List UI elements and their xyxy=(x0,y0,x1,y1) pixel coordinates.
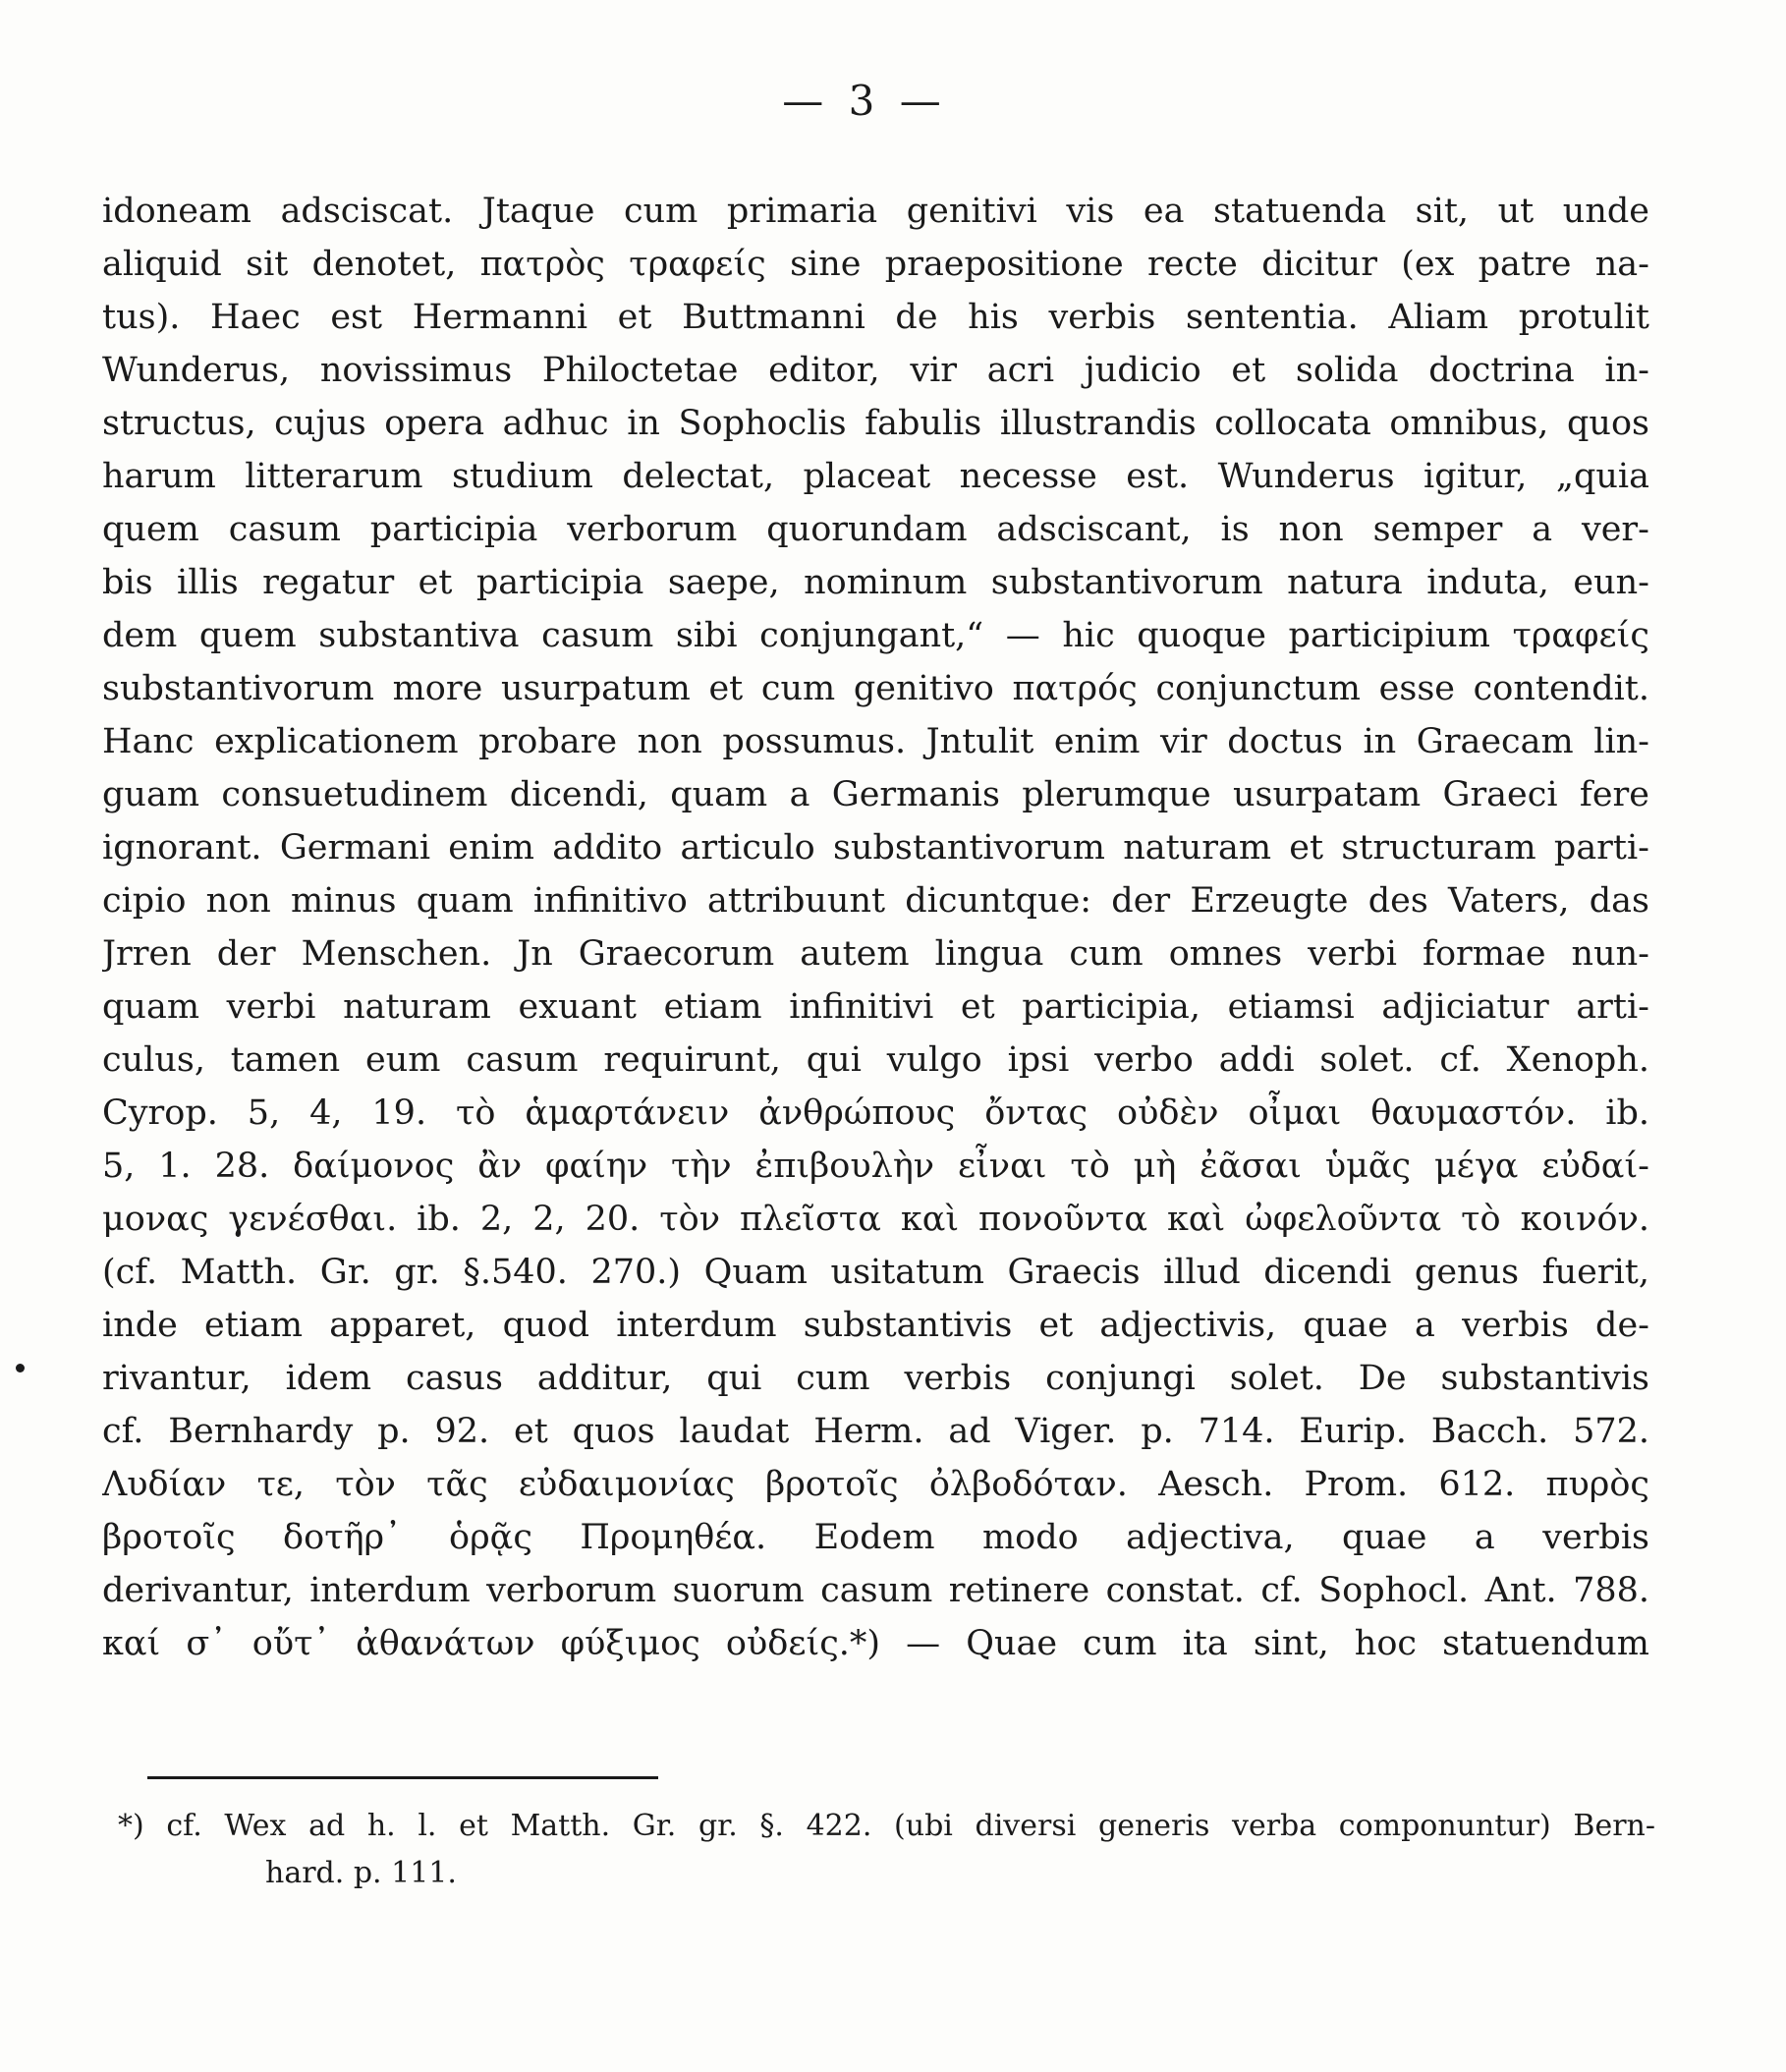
text-line: (cf. Matth. Gr. gr. §.540. 270.) Quam usitatum Graecis illud dicendi genus fuerit, xyxy=(102,1253,1649,1292)
text-line: tus). Haec est Hermanni et Buttmanni de his verbis sententia. Aliam protulit xyxy=(102,298,1649,337)
page-number: — 3 — xyxy=(782,77,947,125)
text-line: culus, tamen eum casum requirunt, qui vulgo ipsi verbo addi solet. cf. Xenoph. xyxy=(102,1040,1649,1080)
text-line: substantivorum more usurpatum et cum genitivo πατρός conjunctum esse contendit. xyxy=(102,669,1649,708)
footnote-line: *) cf. Wex ad h. l. et Matth. Gr. gr. §. 422. (ubi diversi generis verba componuntur) Bern- xyxy=(118,1809,1655,1843)
text-line: quem casum participia verborum quorundam adsciscant, is non semper a ver- xyxy=(102,510,1649,549)
text-line: derivantur, interdum verborum suorum casum retinere constat. cf. Sophocl. Ant. 788. xyxy=(102,1571,1649,1610)
text-line: bis illis regatur et participia saepe, nominum substantivorum natura induta, eun- xyxy=(102,563,1649,602)
text-line: inde etiam apparet, quod interdum substantivis et adjectivis, quae a verbis de- xyxy=(102,1306,1649,1345)
margin-mark xyxy=(16,1364,25,1372)
text-line: idoneam adsciscat. Jtaque cum primaria genitivi vis ea statuenda sit, ut unde xyxy=(102,192,1649,231)
text-line: Wunderus, novissimus Philoctetae editor, vir acri judicio et solida doctrina in- xyxy=(102,351,1649,390)
text-line: Hanc explicationem probare non possumus. Jntulit enim vir doctus in Graecam lin- xyxy=(102,722,1649,761)
text-line: Jrren der Menschen. Jn Graecorum autem lingua cum omnes verbi formae nun- xyxy=(102,934,1649,974)
text-line: ignorant. Germani enim addito articulo substantivorum naturam et structuram parti- xyxy=(102,828,1649,868)
text-line: aliquid sit denotet, πατρὸς τραφείς sine praepositione recte dicitur (ex patre na- xyxy=(102,245,1649,284)
footnotes xyxy=(118,1803,1655,1897)
text-line: quam verbi naturam exuant etiam infinitivi et participia, etiamsi adjiciatur arti- xyxy=(102,987,1649,1027)
text-line: rivantur, idem casus additur, qui cum verbis conjungi solet. De substantivis xyxy=(102,1359,1649,1398)
body-text xyxy=(102,185,1649,1670)
text-line: καί σ᾽ οὔτ᾽ ἀθανάτων φύξιμος οὐδείς.*) — Quae cum ita sint, hoc statuendum xyxy=(102,1624,1649,1663)
footnote-line: hard. p. 111. xyxy=(265,1856,457,1890)
text-line: cipio non minus quam infinitivo attribuunt dicuntque: der Erzeugte des Vaters, das xyxy=(102,881,1649,921)
text-line: Λυδίαν τε, τὸν τᾶς εὐδαιμονίας βροτοῖς ὀλβοδόταν. Aesch. Prom. 612. πυρὸς xyxy=(102,1465,1649,1504)
text-line: guam consuetudinem dicendi, quam a Germanis plerumque usurpatam Graeci fere xyxy=(102,775,1649,814)
text-line: dem quem substantiva casum sibi conjungant,“ — hic quoque participium τραφείς xyxy=(102,616,1649,655)
text-line: μονας γενέσθαι. ib. 2, 2, 20. τὸν πλεῖστα καὶ πονοῦντα καὶ ὠφελοῦντα τὸ κοινόν. xyxy=(102,1200,1649,1239)
text-line: Cyrop. 5, 4, 19. τὸ ἁμαρτάνειν ἀνθρώπους ὄντας οὐδὲν οἶμαι θαυμαστόν. ib. xyxy=(102,1093,1649,1133)
text-line: βροτοῖς δοτῆρ᾽ ὁρᾷς Προμηθέα. Eodem modo adjectiva, quae a verbis xyxy=(102,1518,1649,1557)
footnote-divider xyxy=(147,1776,658,1779)
text-line: cf. Bernhardy p. 92. et quos laudat Herm. ad Viger. p. 714. Eurip. Bacch. 572. xyxy=(102,1412,1649,1451)
text-line: harum litterarum studium delectat, placeat necesse est. Wunderus igitur, „quia xyxy=(102,457,1649,496)
text-line: 5, 1. 28. δαίμονος ἂν φαίην τὴν ἐπιβουλὴν εἶναι τὸ μὴ ἐᾶσαι ὑμᾶς μέγα εὐδαί- xyxy=(102,1147,1649,1186)
text-line: structus, cujus opera adhuc in Sophoclis fabulis illustrandis collocata omnibus, quos xyxy=(102,404,1649,443)
